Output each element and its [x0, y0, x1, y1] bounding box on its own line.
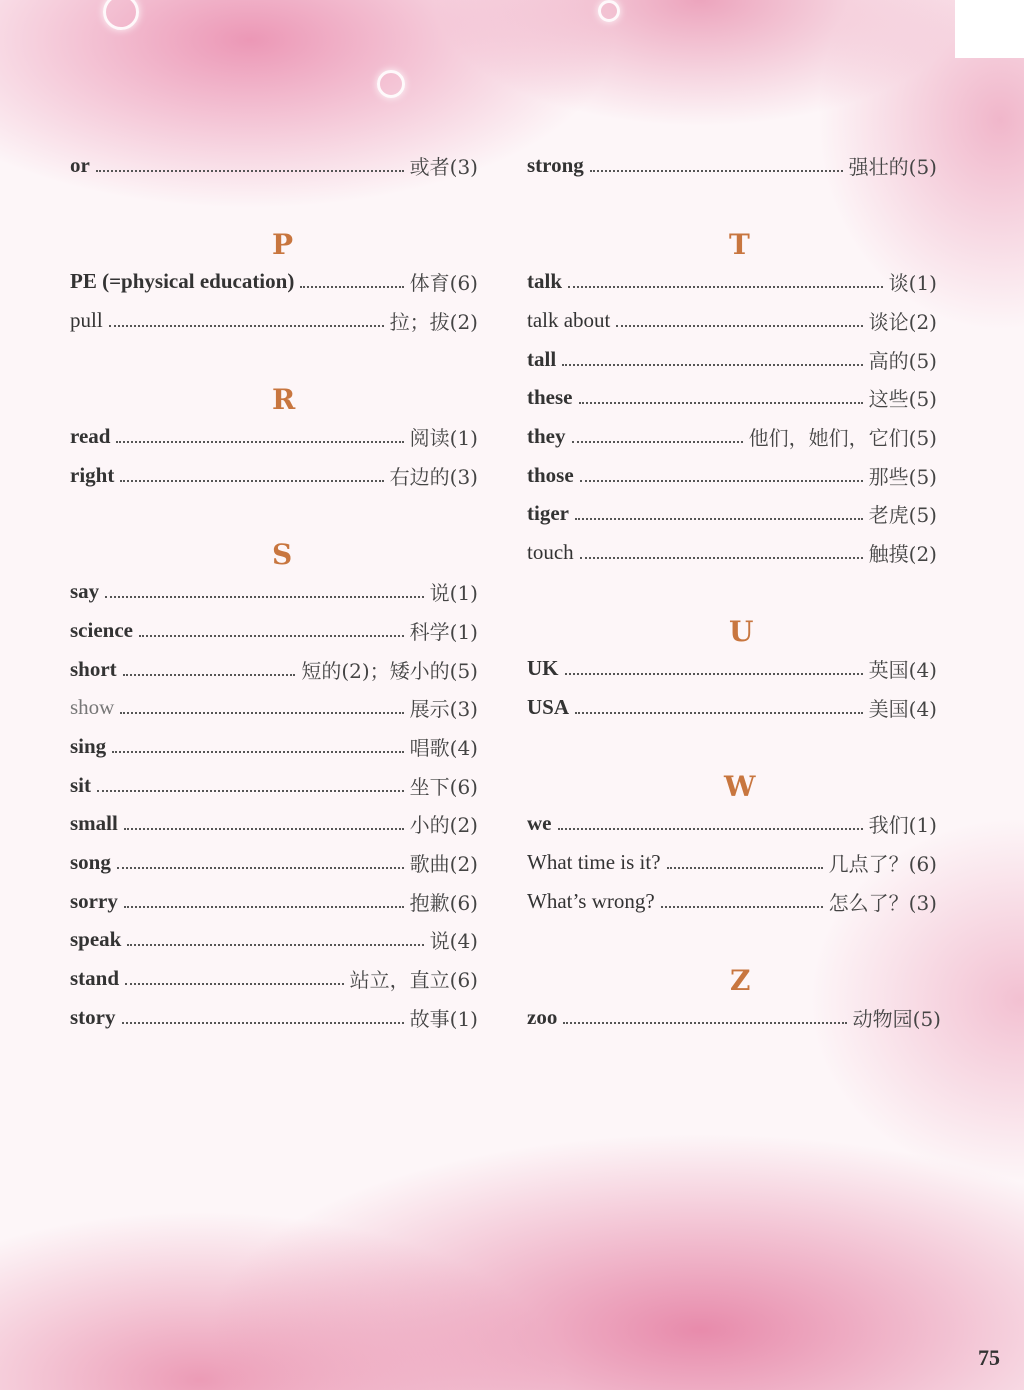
- leader-dots: [580, 480, 863, 482]
- entry-strong: [527, 150, 937, 180]
- entry-meaning: 他们，她们，它们(5): [748, 425, 937, 450]
- entry-tall: [527, 344, 937, 374]
- entry-speak: [70, 924, 478, 954]
- entry-sing: [70, 731, 478, 761]
- entry-meaning: 强壮的(5): [848, 154, 937, 179]
- leader-dots: [120, 712, 403, 714]
- leader-dots: [616, 325, 862, 327]
- entry-say: [70, 576, 478, 606]
- entry-word: these: [527, 384, 573, 409]
- section-letter-t: T: [729, 228, 750, 261]
- entry-word: talk about: [527, 307, 611, 332]
- leader-dots: [139, 635, 404, 637]
- entry-show: [70, 692, 478, 722]
- entry-word: PE (=physical education): [70, 268, 295, 293]
- leader-dots: [122, 1022, 404, 1024]
- leader-dots: [575, 518, 863, 520]
- entry-word: they: [527, 423, 566, 448]
- leader-dots: [667, 867, 823, 869]
- entry-word: or: [70, 152, 90, 177]
- entry-word: UK: [527, 655, 559, 680]
- entry-or: [70, 150, 478, 180]
- entry-word: USA: [527, 694, 570, 719]
- leader-dots: [127, 944, 423, 946]
- entry-touch: [527, 537, 937, 567]
- entry-those: [527, 460, 937, 490]
- entry-word: song: [70, 849, 111, 874]
- entry-these: [527, 382, 937, 412]
- leader-dots: [661, 906, 823, 908]
- entry-meaning: 高的(5): [868, 348, 937, 373]
- leader-dots: [120, 480, 383, 482]
- leader-dots: [590, 170, 843, 172]
- entry-word: sit: [70, 772, 91, 797]
- entry-word: strong: [527, 152, 584, 177]
- leader-dots: [563, 1022, 846, 1024]
- entry-science: [70, 615, 478, 645]
- section-letter-w: W: [724, 770, 756, 803]
- leader-dots: [575, 712, 863, 714]
- entry-usa: [527, 692, 937, 722]
- section-letter-u: U: [729, 615, 754, 648]
- entry-meaning: 老虎(5): [868, 502, 937, 527]
- entry-word: What’s wrong?: [527, 888, 655, 913]
- leader-dots: [562, 364, 862, 366]
- entry-meaning: 小的(2): [409, 812, 478, 837]
- leader-dots: [300, 286, 403, 288]
- leader-dots: [125, 983, 344, 985]
- section-letter-s: S: [272, 538, 293, 571]
- entry-uk: [527, 653, 937, 683]
- entry-meaning: 阅读(1): [409, 425, 478, 450]
- entry-whats-wrong: [527, 886, 937, 916]
- leader-dots: [96, 170, 404, 172]
- entry-meaning: 或者(3): [409, 154, 478, 179]
- entry-word: short: [70, 656, 117, 681]
- section-letter-r: R: [272, 383, 296, 416]
- entry-meaning: 唱歌(4): [409, 735, 478, 760]
- section-letter-p: P: [272, 228, 294, 261]
- entry-meaning: 我们(1): [868, 812, 937, 837]
- entry-word: sing: [70, 733, 107, 758]
- entry-tiger: [527, 498, 937, 528]
- entry-word: small: [70, 810, 118, 835]
- entry-short: [70, 654, 478, 684]
- entry-song: [70, 847, 478, 877]
- entry-meaning: 这些(5): [868, 386, 937, 411]
- entry-word: touch: [527, 539, 574, 564]
- leader-dots: [123, 674, 296, 676]
- entry-sit: [70, 770, 478, 800]
- entry-word: stand: [70, 965, 120, 990]
- entry-right: [70, 460, 478, 490]
- entry-meaning: 几点了？(6): [828, 851, 937, 876]
- leader-dots: [580, 557, 863, 559]
- entry-word: tiger: [527, 500, 569, 525]
- entry-word: tall: [527, 346, 557, 371]
- leader-dots: [558, 828, 863, 830]
- entry-zoo: [527, 1002, 941, 1032]
- entry-meaning: 右边的(3): [389, 464, 478, 489]
- entry-word: science: [70, 617, 133, 642]
- entry-meaning: 故事(1): [409, 1006, 478, 1031]
- decorative-bubble: [377, 70, 405, 98]
- section-letter-z: Z: [730, 964, 751, 997]
- entry-meaning: 展示(3): [409, 696, 478, 721]
- leader-dots: [116, 441, 403, 443]
- entry-word: say: [70, 578, 100, 603]
- entry-meaning: 抱歉(6): [409, 890, 478, 915]
- leader-dots: [124, 828, 404, 830]
- leader-dots: [565, 673, 863, 675]
- entry-meaning: 拉；拔(2): [389, 309, 478, 334]
- entry-word: pull: [70, 307, 103, 332]
- entry-word: read: [70, 423, 111, 448]
- entry-word: right: [70, 462, 115, 487]
- entry-meaning: 说(1): [429, 580, 478, 605]
- leader-dots: [579, 402, 863, 404]
- entry-word: those: [527, 462, 574, 487]
- leader-dots: [112, 751, 403, 753]
- entry-word: we: [527, 810, 552, 835]
- leader-dots: [572, 441, 743, 443]
- entry-meaning: 说(4): [429, 928, 478, 953]
- entry-pull: [70, 305, 478, 335]
- decorative-bubble: [103, 0, 139, 30]
- leader-dots: [124, 906, 404, 908]
- entry-meaning: 体育(6): [409, 270, 478, 295]
- page-number: 75: [978, 1345, 1000, 1370]
- entry-word: story: [70, 1004, 116, 1029]
- entry-we: [527, 808, 937, 838]
- entry-small: [70, 808, 478, 838]
- leader-dots: [109, 325, 384, 327]
- leader-dots: [97, 790, 404, 792]
- entry-story: [70, 1002, 478, 1032]
- entry-meaning: 那些(5): [868, 464, 937, 489]
- entry-word: sorry: [70, 888, 118, 913]
- entry-meaning: 动物园(5): [852, 1006, 941, 1031]
- page-corner-tab: [955, 0, 1024, 58]
- entry-what-time: [527, 847, 937, 877]
- entry-meaning: 谈(1): [888, 270, 937, 295]
- entry-meaning: 坐下(6): [409, 774, 478, 799]
- entry-talk-about: [527, 305, 937, 335]
- entry-meaning: 谈论(2): [868, 309, 937, 334]
- entry-sorry: [70, 886, 478, 916]
- entry-read: [70, 421, 478, 451]
- entry-meaning: 美国(4): [868, 696, 937, 721]
- leader-dots: [117, 867, 404, 869]
- entry-meaning: 歌曲(2): [409, 851, 478, 876]
- entry-pe: [70, 266, 478, 296]
- entry-meaning: 怎么了？(3): [828, 890, 937, 915]
- entry-word: speak: [70, 926, 122, 951]
- entry-meaning: 短的(2)；矮小的(5): [301, 658, 478, 683]
- entry-talk: [527, 266, 937, 296]
- entry-word: show: [70, 694, 115, 719]
- entry-word: talk: [527, 268, 563, 293]
- entry-meaning: 科学(1): [409, 619, 478, 644]
- entry-meaning: 站立，直立(6): [349, 967, 478, 992]
- entry-meaning: 英国(4): [868, 657, 937, 682]
- leader-dots: [568, 286, 883, 288]
- entry-they: [527, 421, 937, 451]
- entry-stand: [70, 963, 478, 993]
- entry-word: What time is it?: [527, 849, 661, 874]
- entry-meaning: 触摸(2): [868, 541, 937, 566]
- entry-word: zoo: [527, 1004, 558, 1029]
- leader-dots: [105, 596, 423, 598]
- decorative-bubble: [598, 0, 620, 22]
